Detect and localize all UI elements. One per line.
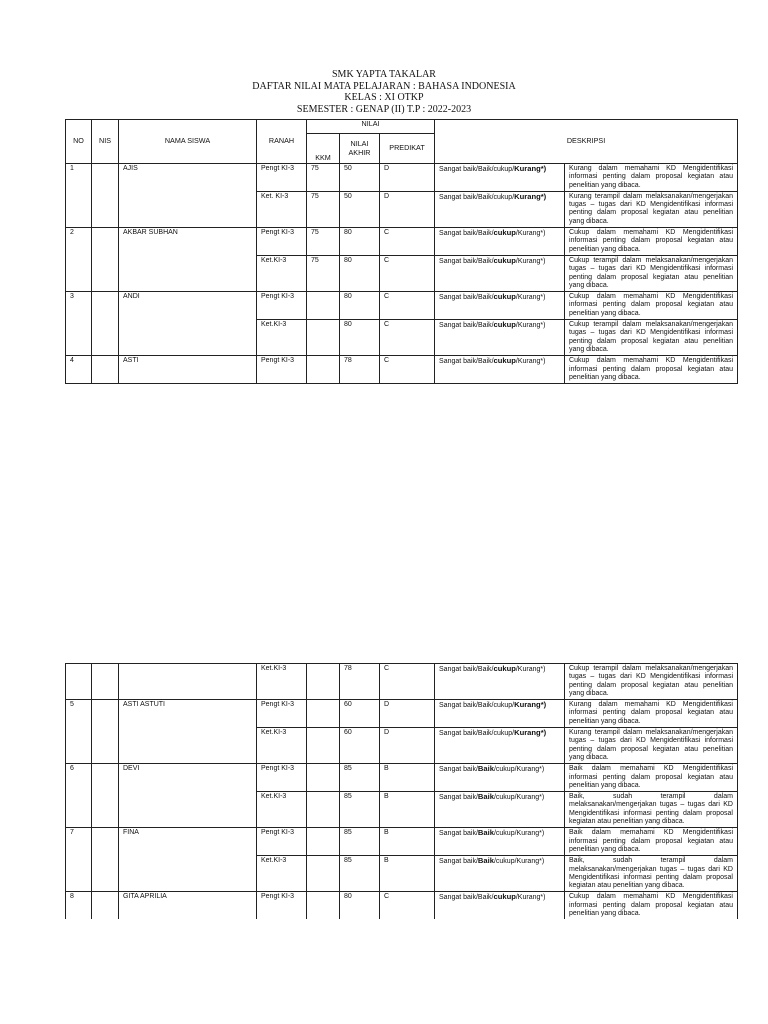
- kkm-cell: [307, 356, 340, 384]
- student-name: AJIS: [119, 164, 257, 228]
- ranah-cell: Pengt KI-3: [257, 164, 307, 192]
- kkm-cell: [307, 828, 340, 856]
- predikat-cell: C: [380, 892, 435, 919]
- predikat-scale-cell: [435, 828, 565, 856]
- scale-selected: cukup: [493, 320, 516, 330]
- col-predikat-header: PREDIKAT: [380, 134, 435, 164]
- table-row: [66, 892, 738, 919]
- scale-before: Sangat baik/Baik/: [439, 666, 494, 673]
- scale-before: Sangat baik/Baik/: [439, 294, 494, 302]
- student-nis: [92, 292, 119, 356]
- scale-selected: cukup: [493, 228, 516, 238]
- predikat-scale-cell: [435, 356, 565, 384]
- student-nis: [92, 700, 119, 764]
- predikat-scale-cell: [435, 664, 565, 700]
- description-cell: Cukup dalam memahami KD Mengidentifikasi informasi penting dalam proposal kegiatan atau penelitian yang dibaca.: [565, 292, 738, 320]
- scale-selected: Baik: [477, 856, 494, 866]
- scale-before: Sangat baik/: [439, 830, 478, 838]
- scale-before: Sangat baik/Baik/: [439, 230, 494, 238]
- nilai-akhir-cell: 85: [340, 764, 380, 792]
- description-cell: Baik, sudah terampil dalam melaksanakan/mengerjakan tugas – tugas dari KD Mengidentifikasi informasi penting dalam proposal kegiatan atau penelitian yang dibaca.: [565, 856, 738, 892]
- col-nis-header: NIS: [92, 120, 119, 164]
- nilai-akhir-cell: 50: [340, 164, 380, 192]
- description-cell: Cukup dalam memahami KD Mengidentifikasi informasi penting dalam proposal kegiatan atau penelitian yang dibaca.: [565, 228, 738, 256]
- student-no: 2: [66, 228, 92, 292]
- scale-selected: cukup: [493, 292, 516, 302]
- nilai-akhir-cell: 80: [340, 228, 380, 256]
- nilai-akhir-cell: 85: [340, 792, 380, 828]
- scale-before: Sangat baik/Baik/: [439, 257, 494, 265]
- table-row: [66, 356, 738, 384]
- scale-after: /Kurang*): [515, 894, 546, 902]
- nilai-akhir-cell: 80: [340, 292, 380, 320]
- predikat-scale-cell: [435, 164, 565, 192]
- scale-selected: Kurang*): [514, 700, 547, 710]
- scale-after: /cukup/Kurang*): [493, 794, 545, 802]
- ranah-cell: Pengt KI-3: [257, 700, 307, 728]
- student-name: AKBAR SUBHAN: [119, 228, 257, 292]
- kkm-cell: 75: [307, 164, 340, 192]
- nilai-akhir-cell: 80: [340, 255, 380, 291]
- predikat-scale-cell: [435, 228, 565, 256]
- description-cell: Baik, sudah terampil dalam melaksanakan/mengerjakan tugas – tugas dari KD Mengidentifikasi informasi penting dalam proposal kegiatan atau penelitian yang dibaca.: [565, 792, 738, 828]
- school-name: SMK YAPTA TAKALAR: [332, 69, 436, 80]
- table-row: [66, 764, 738, 792]
- predikat-scale-cell: [435, 700, 565, 728]
- ranah-cell: Pengt KI-3: [257, 828, 307, 856]
- description-cell: Cukup dalam memahami KD Mengidentifikasi informasi penting dalam proposal kegiatan atau penelitian yang dibaca.: [565, 356, 738, 384]
- kkm-cell: [307, 320, 340, 356]
- ranah-cell: Ket.KI-3: [257, 856, 307, 892]
- scale-after: /Kurang*): [515, 230, 546, 238]
- subject-line: DAFTAR NILAI MATA PELAJARAN : BAHASA INDONESIA: [252, 80, 516, 92]
- kkm-cell: [307, 728, 340, 764]
- description-cell: Kurang dalam memahami KD Mengidentifikasi informasi penting dalam proposal kegiatan atau penelitian yang dibaca.: [565, 700, 738, 728]
- predikat-cell: D: [380, 164, 435, 192]
- student-no: 8: [66, 892, 92, 919]
- kkm-cell: 75: [307, 191, 340, 227]
- student-name: ANDI: [119, 292, 257, 356]
- kkm-cell: [307, 892, 340, 919]
- scale-after: /Kurang*): [515, 358, 546, 366]
- predikat-cell: C: [380, 228, 435, 256]
- scale-before: Sangat baik/: [439, 794, 478, 802]
- kkm-cell: [307, 292, 340, 320]
- predikat-scale-cell: [435, 892, 565, 919]
- student-no: [66, 664, 92, 700]
- scale-selected: Kurang*): [514, 728, 547, 738]
- col-kkm-header: KKM: [307, 134, 340, 164]
- student-name: [119, 664, 257, 700]
- class-line: KELAS : XI OTKP: [344, 92, 424, 103]
- student-nis: [92, 764, 119, 828]
- col-no-header: NO: [66, 120, 92, 164]
- table-row: [66, 228, 738, 256]
- kkm-cell: [307, 664, 340, 700]
- predikat-cell: B: [380, 856, 435, 892]
- description-cell: Cukup terampil dalam melaksanakan/mengerjakan tugas – tugas dari KD Mengidentifikasi informasi penting dalam proposal kegiatan atau penelitian yang dibaca.: [565, 255, 738, 291]
- scale-before: Sangat baik/Baik/cukup/: [439, 730, 515, 738]
- scale-selected: Kurang*): [514, 191, 547, 201]
- student-name: DEVI: [119, 764, 257, 828]
- nilai-akhir-cell: 60: [340, 728, 380, 764]
- scale-selected: cukup: [493, 255, 516, 265]
- nilai-akhir-cell: 50: [340, 191, 380, 227]
- grades-table-page-1: [65, 119, 738, 384]
- student-nis: [92, 228, 119, 292]
- student-name: GITA APRILIA: [119, 892, 257, 919]
- ranah-cell: Pengt KI-3: [257, 356, 307, 384]
- predikat-cell: C: [380, 292, 435, 320]
- description-cell: Baik dalam memahami KD Mengidentifikasi informasi penting dalam proposal kegiatan atau penelitian yang dibaca.: [565, 828, 738, 856]
- student-nis: [92, 356, 119, 384]
- student-name: ASTI ASTUTI: [119, 700, 257, 764]
- ranah-cell: Ket.KI-3: [257, 255, 307, 291]
- predikat-cell: B: [380, 764, 435, 792]
- scale-after: /Kurang*): [515, 666, 546, 673]
- scale-before: Sangat baik/: [439, 766, 478, 774]
- student-no: 1: [66, 164, 92, 228]
- student-nis: [92, 828, 119, 892]
- student-nis: [92, 664, 119, 700]
- student-no: 5: [66, 700, 92, 764]
- predikat-cell: C: [380, 356, 435, 384]
- nilai-akhir-cell: 78: [340, 664, 380, 700]
- nilai-akhir-cell: 60: [340, 700, 380, 728]
- predikat-scale-cell: [435, 320, 565, 356]
- predikat-scale-cell: [435, 764, 565, 792]
- ranah-cell: Pengt KI-3: [257, 228, 307, 256]
- predikat-scale-cell: [435, 255, 565, 291]
- description-cell: Kurang dalam memahami KD Mengidentifikasi informasi penting dalam proposal kegiatan atau penelitian yang dibaca.: [565, 164, 738, 192]
- predikat-cell: D: [380, 728, 435, 764]
- table-row: [66, 164, 738, 192]
- scale-selected: cukup: [493, 664, 516, 673]
- ranah-cell: Pengt KI-3: [257, 292, 307, 320]
- col-nilai-akhir-header: NILAI AKHIR: [340, 134, 380, 164]
- table-row: [66, 664, 738, 700]
- ranah-cell: Ket.KI-3: [257, 792, 307, 828]
- predikat-cell: B: [380, 828, 435, 856]
- scale-after: /cukup/Kurang*): [493, 858, 545, 866]
- col-deskripsi-header: DESKRIPSI: [435, 120, 738, 164]
- description-cell: Baik dalam memahami KD Mengidentifikasi informasi penting dalam proposal kegiatan atau penelitian yang dibaca.: [565, 764, 738, 792]
- scale-selected: cukup: [493, 892, 516, 902]
- grades-table-page-2: [65, 663, 738, 919]
- predikat-cell: C: [380, 255, 435, 291]
- student-name: ASTI: [119, 356, 257, 384]
- ranah-cell: Pengt KI-3: [257, 892, 307, 919]
- description-cell: Cukup terampil dalam melaksanakan/mengerjakan tugas – tugas dari KD Mengidentifikasi informasi penting dalam proposal kegiatan atau penelitian yang dibaca.: [565, 664, 738, 700]
- scale-before: Sangat baik/Baik/cukup/: [439, 702, 515, 710]
- scale-selected: Baik: [477, 792, 494, 802]
- table-row: [66, 292, 738, 320]
- ranah-cell: Ket.KI-3: [257, 728, 307, 764]
- kkm-cell: [307, 700, 340, 728]
- scale-after: /Kurang*): [515, 257, 546, 265]
- table-row: [66, 700, 738, 728]
- kkm-cell: 75: [307, 228, 340, 256]
- description-cell: Kurang terampil dalam melaksanakan/mengerjakan tugas – tugas dari KD Mengidentifikasi informasi penting dalam proposal kegiatan atau penelitian yang dibaca.: [565, 728, 738, 764]
- scale-before: Sangat baik/Baik/: [439, 894, 494, 902]
- student-nis: [92, 892, 119, 919]
- col-name-header: NAMA SISWA: [119, 120, 257, 164]
- student-nis: [92, 164, 119, 228]
- predikat-cell: D: [380, 700, 435, 728]
- predikat-scale-cell: [435, 792, 565, 828]
- predikat-scale-cell: [435, 292, 565, 320]
- description-cell: Cukup terampil dalam melaksanakan/mengerjakan tugas – tugas dari KD Mengidentifikasi informasi penting dalam proposal kegiatan atau penelitian yang dibaca.: [565, 320, 738, 356]
- table-row: [66, 828, 738, 856]
- ranah-cell: Pengt KI-3: [257, 764, 307, 792]
- nilai-akhir-cell: 85: [340, 856, 380, 892]
- scale-before: Sangat baik/: [439, 858, 478, 866]
- col-ranah-header: RANAH: [257, 120, 307, 164]
- predikat-cell: C: [380, 664, 435, 700]
- description-cell: Cukup dalam memahami KD Mengidentifikasi informasi penting dalam proposal kegiatan atau penelitian yang dibaca.: [565, 892, 738, 919]
- student-no: 7: [66, 828, 92, 892]
- ranah-cell: Ket.KI-3: [257, 664, 307, 700]
- scale-after: /cukup/Kurang*): [493, 766, 545, 774]
- student-no: 6: [66, 764, 92, 828]
- scale-selected: cukup: [493, 356, 516, 366]
- scale-after: /cukup/Kurang*): [493, 830, 545, 838]
- nilai-akhir-cell: 78: [340, 356, 380, 384]
- scale-selected: Kurang*): [514, 164, 547, 173]
- report-header: [0, 69, 768, 115]
- scale-after: /Kurang*): [515, 322, 546, 330]
- scale-before: Sangat baik/Baik/: [439, 322, 494, 330]
- kkm-cell: [307, 764, 340, 792]
- predikat-scale-cell: [435, 191, 565, 227]
- scale-after: /Kurang*): [515, 294, 546, 302]
- predikat-scale-cell: [435, 856, 565, 892]
- predikat-scale-cell: [435, 728, 565, 764]
- student-no: 3: [66, 292, 92, 356]
- ranah-cell: Ket. KI-3: [257, 191, 307, 227]
- scale-selected: Baik: [477, 828, 494, 838]
- scale-before: Sangat baik/Baik/cukup/: [439, 166, 515, 173]
- scale-before: Sangat baik/Baik/: [439, 358, 494, 366]
- semester-line: SEMESTER : GENAP (II) T.P : 2022-2023: [296, 103, 472, 115]
- nilai-akhir-cell: 85: [340, 828, 380, 856]
- nilai-akhir-cell: 80: [340, 320, 380, 356]
- kkm-cell: [307, 792, 340, 828]
- scale-before: Sangat baik/Baik/cukup/: [439, 193, 515, 201]
- student-name: FINA: [119, 828, 257, 892]
- scale-selected: Baik: [477, 764, 494, 774]
- student-no: 4: [66, 356, 92, 384]
- nilai-akhir-cell: 80: [340, 892, 380, 919]
- predikat-cell: C: [380, 320, 435, 356]
- kkm-cell: 75: [307, 255, 340, 291]
- ranah-cell: Ket.KI-3: [257, 320, 307, 356]
- predikat-cell: D: [380, 191, 435, 227]
- description-cell: Kurang terampil dalam melaksanakan/mengerjakan tugas – tugas dari KD Mengidentifikasi informasi penting dalam proposal kegiatan atau penelitian yang dibaca.: [565, 191, 738, 227]
- col-nilai-header: NILAI: [307, 120, 435, 134]
- predikat-cell: B: [380, 792, 435, 828]
- kkm-cell: [307, 856, 340, 892]
